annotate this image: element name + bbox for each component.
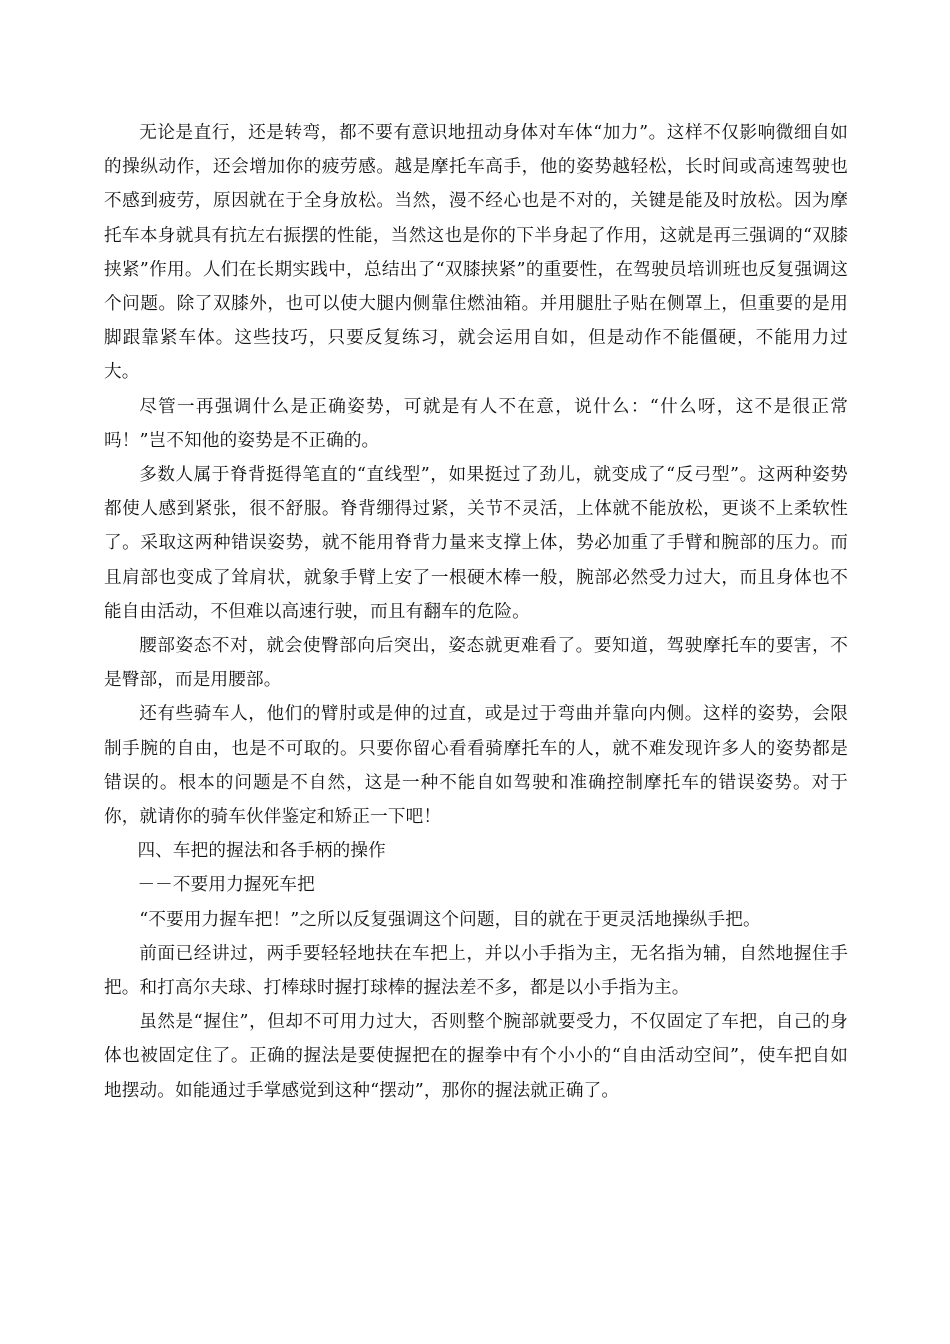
section-subheading: －－不要用力握死车把 [137, 875, 315, 896]
body-paragraph: 虽然是“握住”，但却不可用力过大，否则整个腕部就要受力，不仅固定了车把，自己的身体也被固定住了。正确的握法是要使握把在的握拳中有个小小的“自由活动空间”，使车把自如地摆动。如能通过手掌感觉到这种“摆动”，那你的握法就正确了。 [104, 1012, 848, 1101]
body-paragraph: 前面已经讲过，两手要轻轻地扶在车把上，并以小手指为主，无名指为辅，自然地握住手把。和打高尔夫球、打棒球时握打球棒的握法差不多，都是以小手指为主。 [104, 943, 848, 999]
section-heading: 四、车把的握法和各手柄的操作 [137, 841, 386, 862]
body-paragraph: 还有些骑车人，他们的臂肘或是伸的过直，或是过于弯曲并靠向内侧。这样的姿势，会限制手腕的自由，也是不可取的。只要你留心看看骑摩托车的人，就不难发现许多人的姿势都是错误的。根本的问题是不自然，这是一种不能自如驾驶和准确控制摩托车的错误姿势。对于你，就请你的骑车伙伴鉴定和矫正一下吧！ [104, 704, 848, 828]
body-paragraph: 多数人属于脊背挺得笔直的“直线型”，如果挺过了劲儿，就变成了“反弓型”。这两种姿势都使人感到紧张，很不舒服。脊背绷得过紧，关节不灵活，上体就不能放松，更谈不上柔软性了。采取这两种错误姿势，就不能用脊背力量来支撑上体，势必加重了手臂和腕部的压力。而且肩部也变成了耸肩状，就象手臂上安了一根硬木棒一般，腕部必然受力过大，而且身体也不能自由活动，不但难以高速行驶，而且有翻车的危险。 [104, 465, 848, 622]
body-paragraph: 尽管一再强调什么是正确姿势，可就是有人不在意，说什么：“什么呀，这不是很正常吗！”岂不知他的姿势是不正确的。 [104, 396, 848, 451]
body-paragraph: “不要用力握车把！”之所以反复强调这个问题，目的就在于更灵活地操纵手把。 [139, 909, 761, 930]
document-page [104, 116, 848, 1108]
body-paragraph: 腰部姿态不对，就会使臀部向后突出，姿态就更难看了。要知道，驾驶摩托车的要害，不是臀部，而是用腰部。 [104, 636, 848, 691]
body-paragraph: 无论是直行，还是转弯，都不要有意识地扭动身体对车体“加力”。这样不仅影响微细自如的操纵动作，还会增加你的疲劳感。越是摩托车高手，他的姿势越轻松，长时间或高速驾驶也不感到疲劳，原因就在于全身放松。当然，漫不经心也是不对的，关键是能及时放松。因为摩托车本身就具有抗左右振摆的性能，当然这也是你的下半身起了作用，这就是再三强调的“双膝挟紧”作用。人们在长期实践中，总结出了“双膝挟紧”的重要性，在驾驶员培训班也反复强调这个问题。除了双膝外，也可以使大腿内侧靠住燃油箱。并用腿肚子贴在侧罩上，但重要的是用脚跟靠紧车体。这些技巧，只要反复练习，就会运用自如，但是动作不能僵硬，不能用力过大。 [104, 123, 848, 383]
